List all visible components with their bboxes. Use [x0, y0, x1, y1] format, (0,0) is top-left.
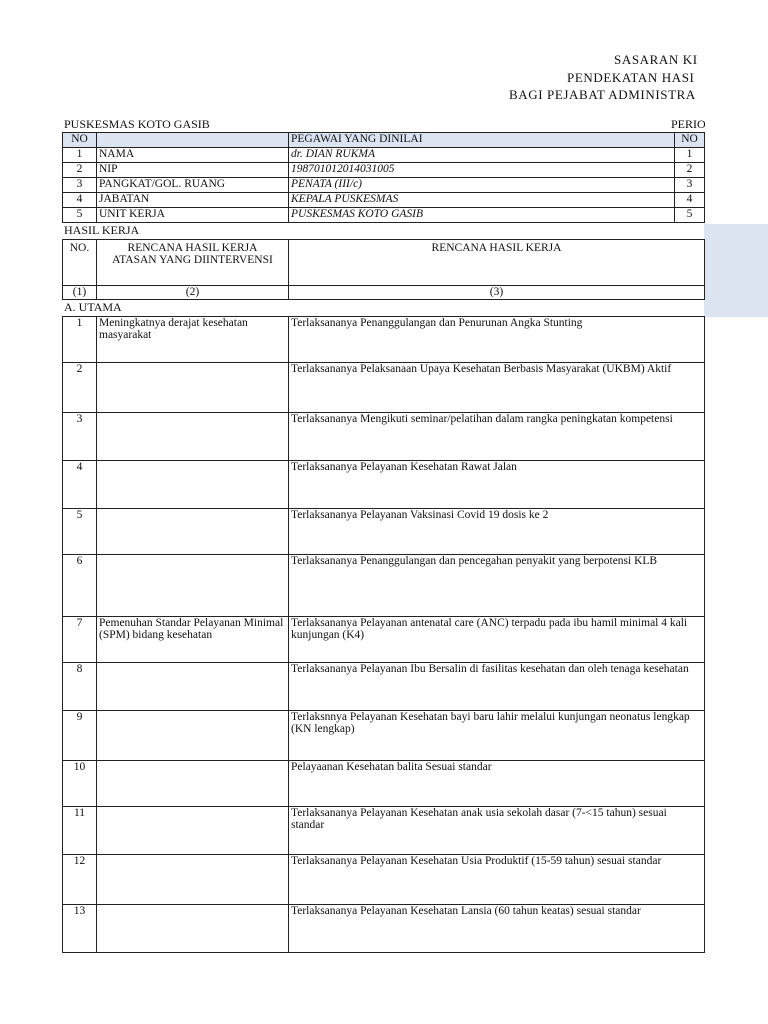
column-number-row [63, 286, 705, 300]
row-label: NAMA [97, 148, 289, 163]
row-rencana: Terlaksananya Penanggulangan dan pencegahan penyakit yang berpotensi KLB [289, 555, 705, 617]
row-label: JABATAN [97, 193, 289, 208]
row-no: 12 [63, 855, 97, 905]
identity-row [63, 193, 705, 208]
row-atasan: Pemenuhan Standar Pelayanan Minimal (SPM) bidang kesehatan [97, 617, 289, 663]
row-no-right: 2 [675, 163, 705, 178]
row-no: 3 [63, 178, 97, 193]
table-row [63, 855, 705, 905]
row-rencana: Pelayaanan Kesehatan balita Sesuai standar [289, 761, 705, 807]
row-no: 3 [63, 413, 97, 461]
table-row [63, 711, 705, 761]
row-no: 10 [63, 761, 97, 807]
row-atasan [97, 711, 289, 761]
table-row [63, 663, 705, 711]
row-atasan [97, 413, 289, 461]
row-value: 198701012014031005 [289, 163, 675, 178]
row-no: 7 [63, 617, 97, 663]
row-value: KEPALA PUSKESMAS [289, 193, 675, 208]
doc-title-line2: PENDEKATAN HASI [567, 70, 695, 85]
identity-row [63, 148, 705, 163]
col-num-3: (3) [289, 286, 705, 300]
row-rencana: Terlaksananya Pelayanan Kesehatan Rawat Jalan [289, 461, 705, 509]
row-label: PANGKAT/GOL. RUANG [97, 178, 289, 193]
row-no-right: 5 [675, 208, 705, 223]
table-row [63, 761, 705, 807]
row-no: 4 [63, 193, 97, 208]
row-label: NIP [97, 163, 289, 178]
hasil-kerja-header [62, 239, 705, 300]
row-rencana: Terlaksnnya Pelayanan Kesehatan bayi baru lahir melalui kunjungan neonatus lengkap (KN lengkap) [289, 711, 705, 761]
row-no-right: 3 [675, 178, 705, 193]
row-no-right: 1 [675, 148, 705, 163]
col-no-right: NO [675, 133, 705, 148]
row-label: UNIT KERJA [97, 208, 289, 223]
row-atasan [97, 855, 289, 905]
row-no: 1 [63, 317, 97, 363]
table-row [63, 807, 705, 855]
col-no: NO. [63, 240, 97, 286]
row-no: 11 [63, 807, 97, 855]
hasil-kerja-header-row [63, 240, 705, 286]
table-row [63, 617, 705, 663]
doc-title-line1: SASARAN KI [614, 52, 698, 67]
row-no: 4 [63, 461, 97, 509]
row-no-right: 4 [675, 193, 705, 208]
row-atasan [97, 663, 289, 711]
side-panel [704, 224, 768, 317]
col-pegawai: PEGAWAI YANG DINILAI [289, 133, 675, 148]
row-rencana: Terlaksananya Penanggulangan dan Penurunan Angka Stunting [289, 317, 705, 363]
doc-title-line3: BAGI PEJABAT ADMINISTRA [509, 87, 696, 102]
identity-row [63, 208, 705, 223]
col-num-1: (1) [63, 286, 97, 300]
row-atasan [97, 461, 289, 509]
row-atasan [97, 905, 289, 953]
table-row [63, 363, 705, 413]
period-label: PERIO [671, 117, 706, 131]
row-no: 13 [63, 905, 97, 953]
table-row [63, 509, 705, 555]
unit-label: PUSKESMAS KOTO GASIB [64, 117, 210, 131]
row-no: 5 [63, 509, 97, 555]
table-row [63, 555, 705, 617]
row-value: PUSKESMAS KOTO GASIB [289, 208, 675, 223]
table-row [63, 413, 705, 461]
row-atasan [97, 555, 289, 617]
identity-table [62, 132, 705, 223]
category-utama: A. UTAMA [64, 300, 122, 314]
row-atasan [97, 363, 289, 413]
row-atasan [97, 761, 289, 807]
row-rencana: Terlaksananya Pelayanan Kesehatan Usia Produktif (15-59 tahun) sesuai standar [289, 855, 705, 905]
col-rencana: RENCANA HASIL KERJA [289, 240, 705, 286]
row-atasan: Meningkatnya derajat kesehatan masyarakat [97, 317, 289, 363]
row-no: 5 [63, 208, 97, 223]
row-rencana: Terlaksananya Pelayanan antenatal care (ANC) terpadu pada ibu hamil minimal 4 kali kunjungan (K4) [289, 617, 705, 663]
rencana-table [62, 316, 705, 953]
col-empty [97, 133, 289, 148]
row-rencana: Terlaksananya Pelayanan Kesehatan Lansia (60 tahun keatas) sesuai standar [289, 905, 705, 953]
row-rencana: Terlaksananya Pelayanan Vaksinasi Covid 19 dosis ke 2 [289, 509, 705, 555]
section-hasil-kerja: HASIL KERJA [64, 223, 140, 237]
table-row [63, 317, 705, 363]
row-no: 9 [63, 711, 97, 761]
col-atasan: RENCANA HASIL KERJA ATASAN YANG DIINTERVENSI [97, 240, 289, 286]
row-no: 2 [63, 363, 97, 413]
row-rencana: Terlaksananya Pelayanan Ibu Bersalin di fasilitas kesehatan dan oleh tenaga kesehatan [289, 663, 705, 711]
row-no: 8 [63, 663, 97, 711]
identity-header-row [63, 133, 705, 148]
row-rencana: Terlaksananya Pelaksanaan Upaya Kesehatan Berbasis Masyarakat (UKBM) Aktif [289, 363, 705, 413]
row-rencana: Terlaksananya Pelayanan Kesehatan anak usia sekolah dasar (7-<15 tahun) sesuai standar [289, 807, 705, 855]
row-rencana: Terlaksananya Mengikuti seminar/pelatihan dalam rangka peningkatan kompetensi [289, 413, 705, 461]
row-no: 1 [63, 148, 97, 163]
identity-row [63, 163, 705, 178]
row-atasan [97, 807, 289, 855]
identity-row [63, 178, 705, 193]
table-row [63, 461, 705, 509]
row-no: 6 [63, 555, 97, 617]
col-num-2: (2) [97, 286, 289, 300]
row-atasan [97, 509, 289, 555]
row-value: dr. DIAN RUKMA [289, 148, 675, 163]
table-row [63, 905, 705, 953]
row-value: PENATA (III/c) [289, 178, 675, 193]
col-no: NO [63, 133, 97, 148]
row-no: 2 [63, 163, 97, 178]
